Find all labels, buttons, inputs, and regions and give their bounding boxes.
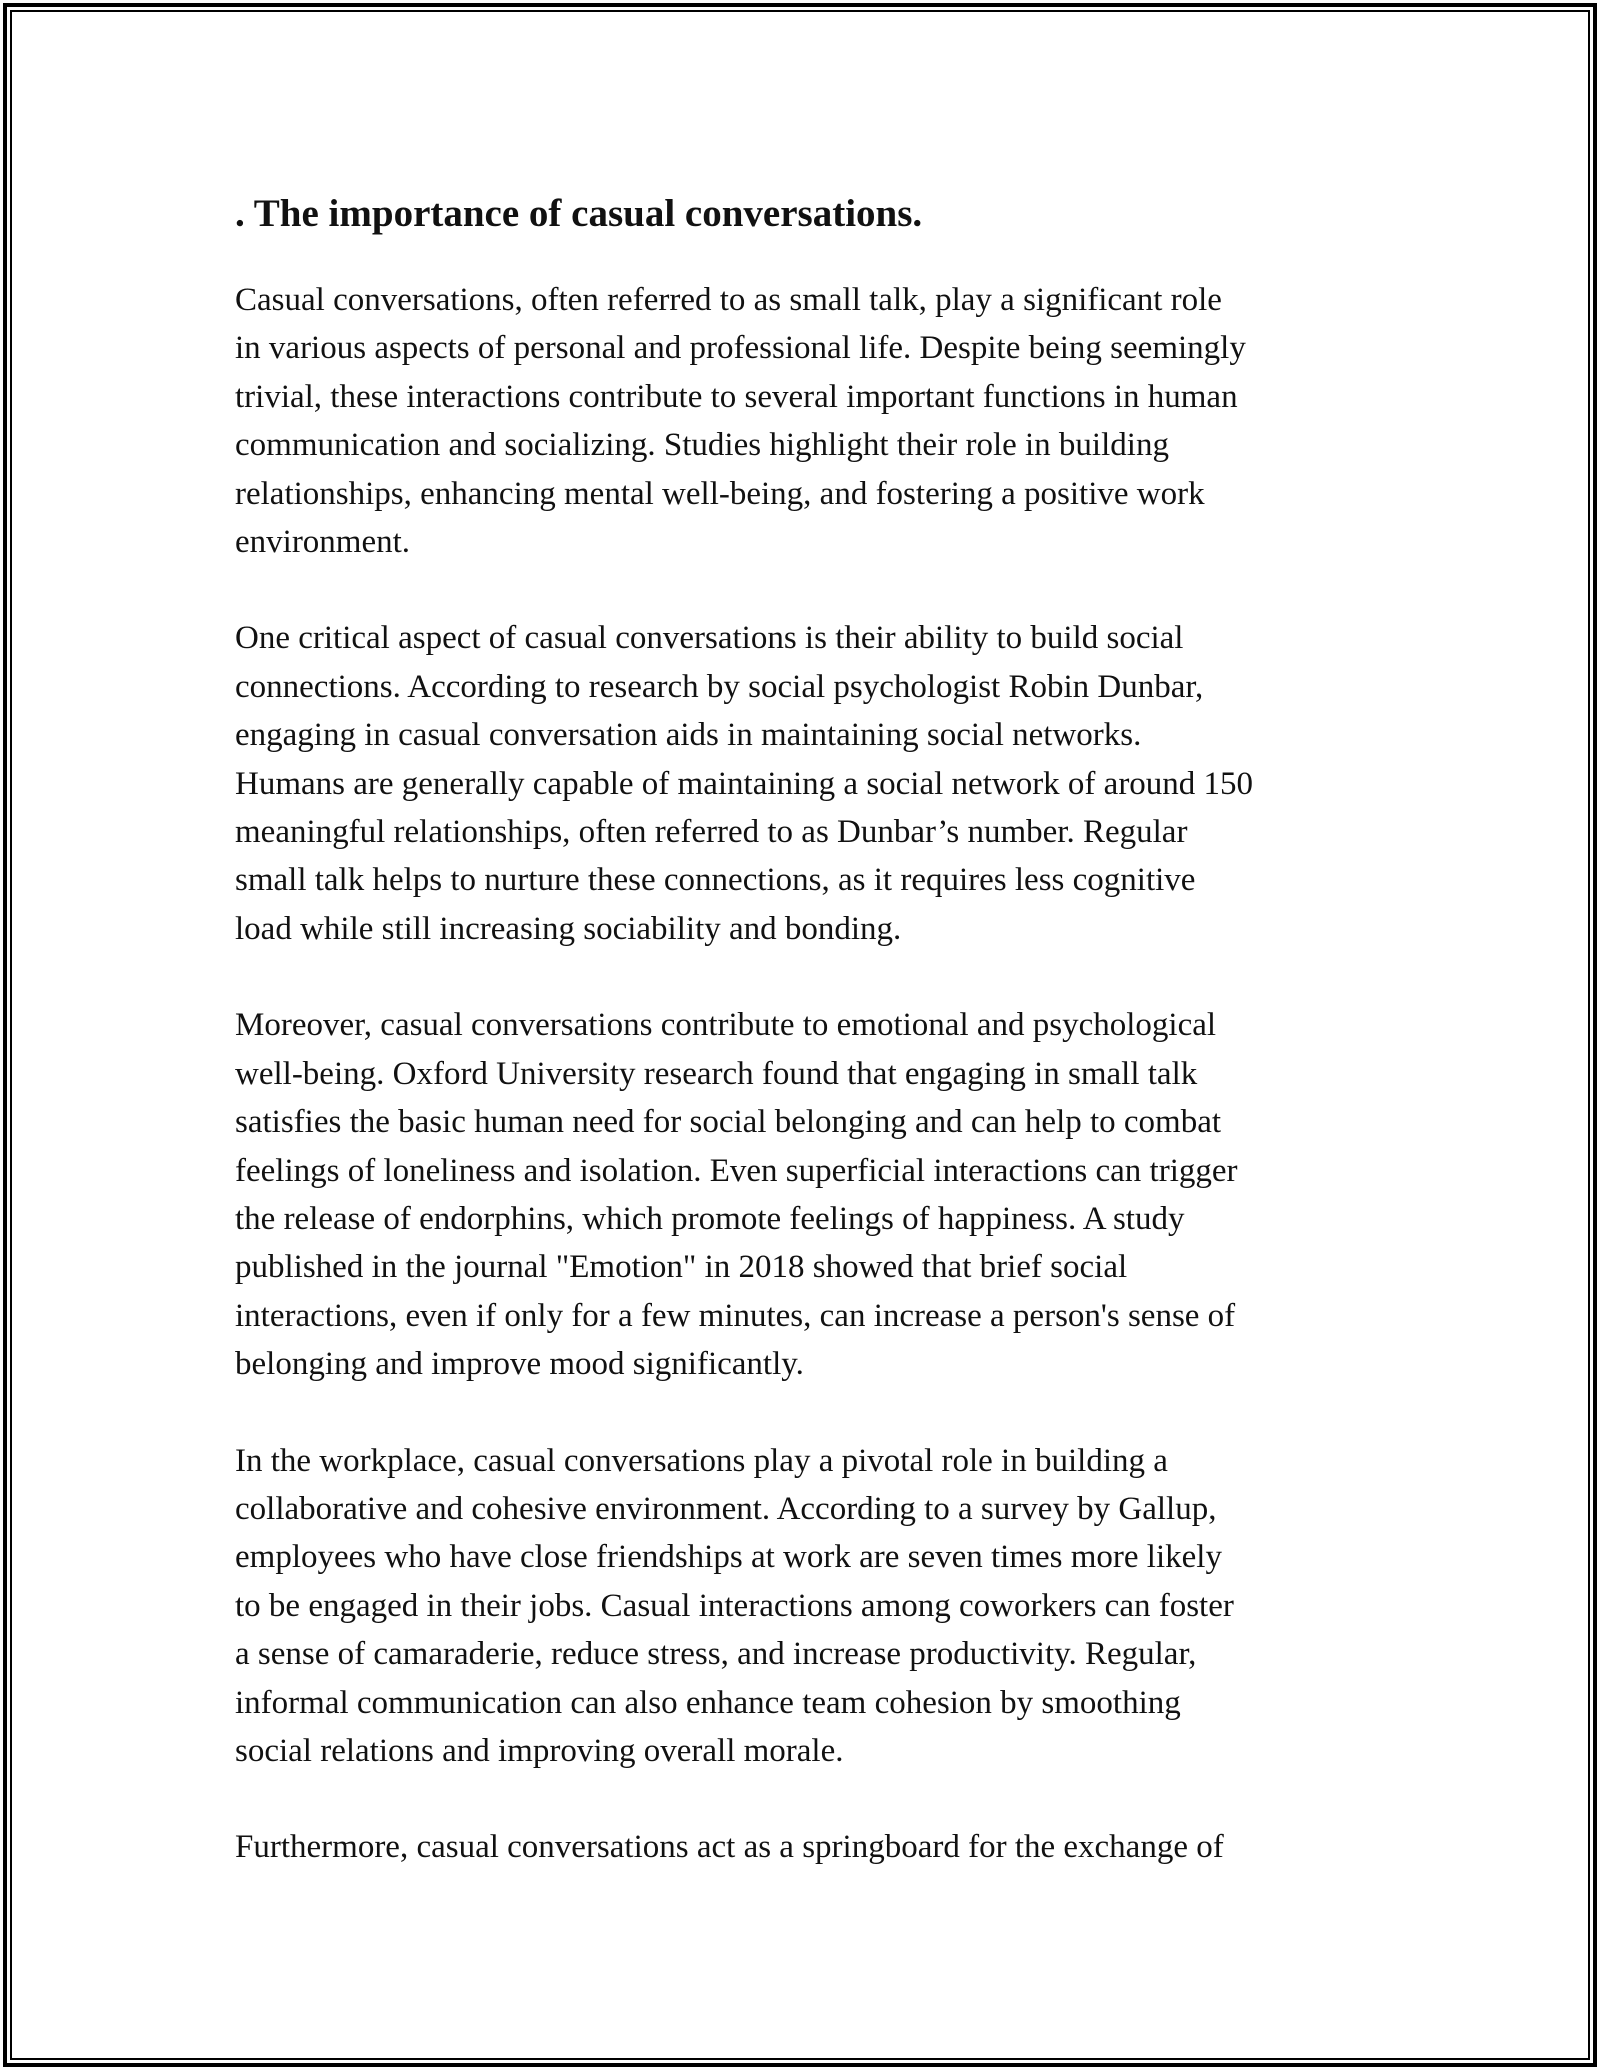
document-title: . The importance of casual conversations. (235, 192, 923, 235)
document-body (235, 186, 1375, 1920)
paragraph-social-connections: One critical aspect of casual conversations is their ability to build social connections. According to research by social psychologist Robin Dunbar, engaging in casual conversation aids in maintaining social networks. Humans are generally capable of maintaining a social network of around 150 meaningful relationships, often referred to as Dunbar’s number. Regular small talk helps to nurture these connections, as it requires less cognitive load while still increasing sociability and bonding. (235, 620, 1254, 947)
paragraph-intro: Casual conversations, often referred to as small talk, play a significant role in various aspects of personal and professional life. Despite being seemingly trivial, these interactions contribute to several important functions in human communication and socializing. Studies highlight their role in building relationships, enhancing mental well-being, and fostering a positive work environment. (235, 282, 1246, 561)
paragraph-furthermore: Furthermore, casual conversations act as a springboard for the exchange of (235, 1829, 1224, 1866)
paragraph-well-being: Moreover, casual conversations contribute to emotional and psychological well-being. Oxford University research found that engaging in small talk satisfies the basic human need for social belonging and can help to combat feelings of loneliness and isolation. Even superficial interactions can trigger the release of endorphins, which promote feelings of happiness. A study published in the journal "Emotion" in 2018 showed that brief social interactions, even if only for a few minutes, can increase a person's sense of belonging and improve mood significantly. (235, 1007, 1238, 1383)
paragraph-workplace: In the workplace, casual conversations play a pivotal role in building a collaborative and cohesive environment. According to a survey by Gallup, employees who have close friendships at work are seven times more likely to be engaged in their jobs. Casual interactions among coworkers can foster a sense of camaraderie, reduce stress, and increase productivity. Regular, informal communication can also enhance team cohesion by smoothing social relations and improving overall morale. (235, 1442, 1234, 1769)
